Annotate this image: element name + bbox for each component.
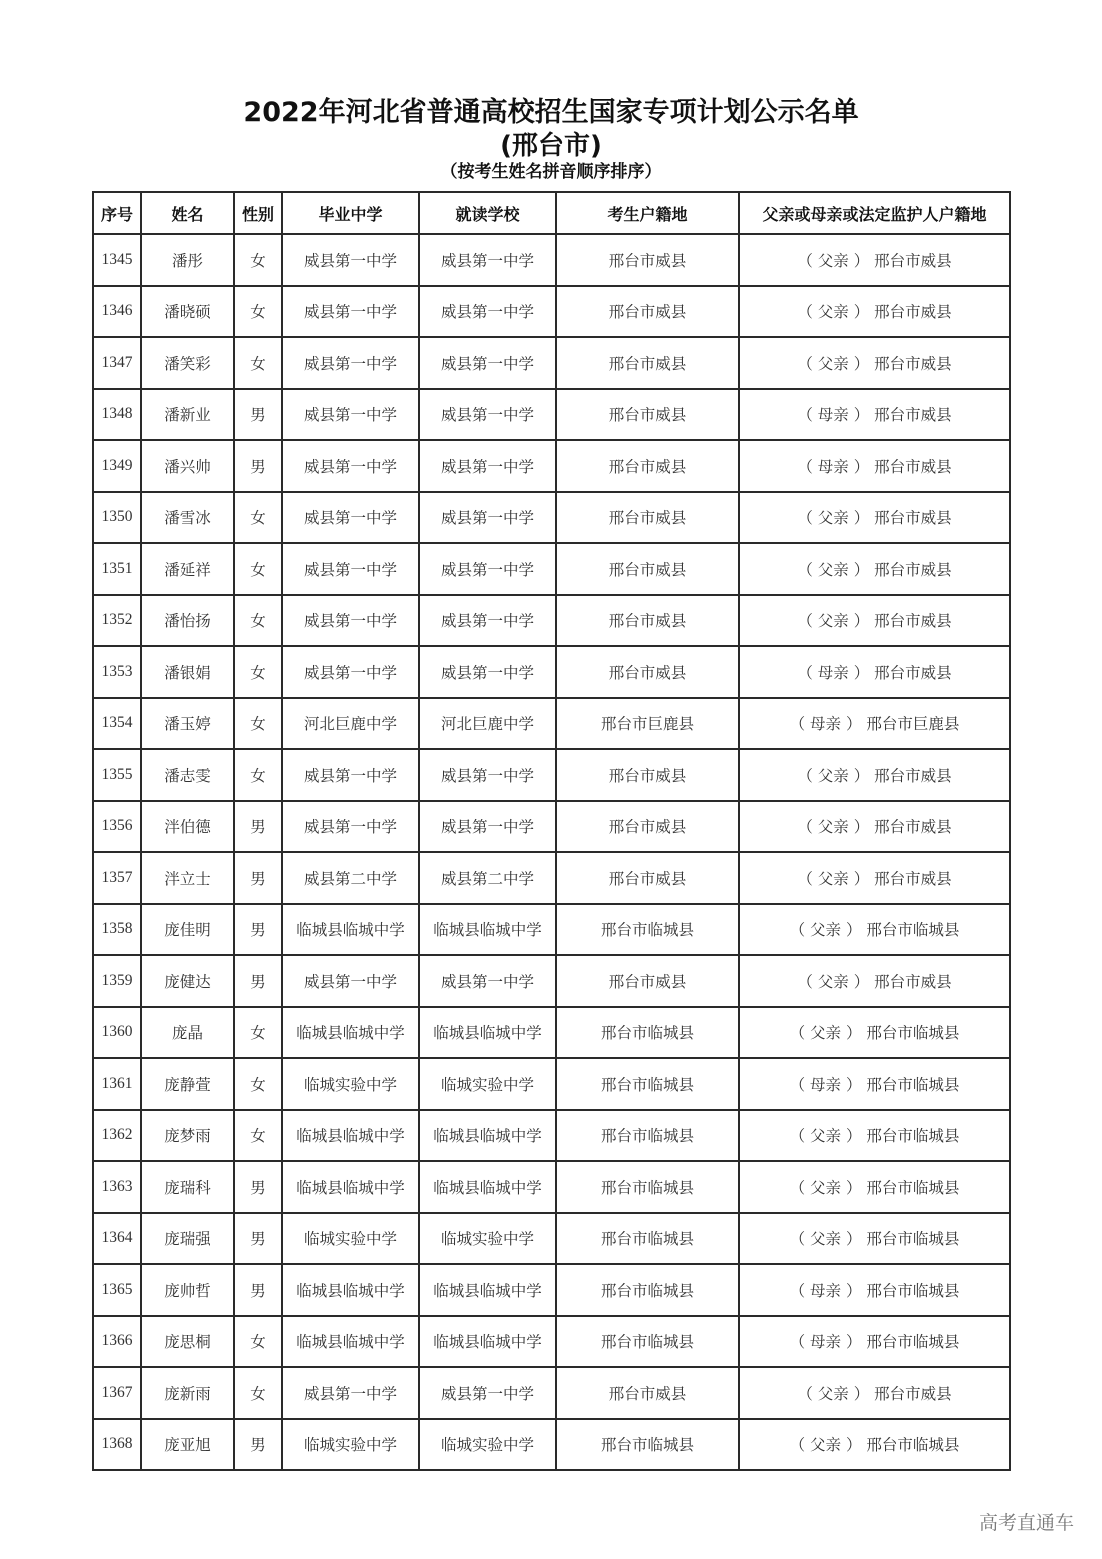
cell-index: 1360 (93, 1007, 141, 1059)
document-city: (邢台市) (500, 131, 602, 161)
cell-index: 1357 (93, 852, 141, 904)
cell-gender: 女 (234, 698, 282, 750)
cell-household-registration: 邢台市临城县 (556, 1213, 739, 1265)
cell-name: 庞佳明 (141, 904, 234, 956)
cell-current-school: 威县第一中学 (419, 646, 556, 698)
cell-current-school: 威县第一中学 (419, 440, 556, 492)
table-row (93, 286, 1010, 338)
cell-household-registration: 邢台市威县 (556, 595, 739, 647)
cell-guardian-registration: （ 父亲 ） 邢台市威县 (739, 234, 1010, 286)
cell-current-school: 威县第一中学 (419, 389, 556, 441)
cell-guardian-registration: （ 父亲 ） 邢台市临城县 (739, 904, 1010, 956)
header-household-registration: 考生户籍地 (556, 192, 739, 234)
cell-guardian-registration: （ 父亲 ） 邢台市威县 (739, 595, 1010, 647)
cell-gender: 女 (234, 749, 282, 801)
table-row (93, 852, 1010, 904)
cell-current-school: 临城实验中学 (419, 1058, 556, 1110)
cell-current-school: 临城县临城中学 (419, 1007, 556, 1059)
cell-index: 1368 (93, 1419, 141, 1471)
cell-index: 1349 (93, 440, 141, 492)
cell-current-school: 临城实验中学 (419, 1213, 556, 1265)
cell-gender: 女 (234, 543, 282, 595)
document-title: 2022年河北省普通高校招生国家专项计划公示名单 (243, 97, 859, 128)
cell-guardian-registration: （ 父亲 ） 邢台市威县 (739, 286, 1010, 338)
cell-gender: 女 (234, 1058, 282, 1110)
table-row (93, 492, 1010, 544)
cell-index: 1352 (93, 595, 141, 647)
sort-note: （按考生姓名拼音顺序排序） (440, 162, 662, 182)
cell-guardian-registration: （ 父亲 ） 邢台市威县 (739, 543, 1010, 595)
cell-name: 潘新业 (141, 389, 234, 441)
cell-current-school: 威县第一中学 (419, 955, 556, 1007)
cell-gender: 女 (234, 234, 282, 286)
header-index: 序号 (93, 192, 141, 234)
cell-graduated-school: 临城县临城中学 (282, 1110, 419, 1162)
cell-graduated-school: 威县第一中学 (282, 286, 419, 338)
header-graduated-school: 毕业中学 (282, 192, 419, 234)
cell-index: 1345 (93, 234, 141, 286)
cell-index: 1353 (93, 646, 141, 698)
cell-index: 1347 (93, 337, 141, 389)
cell-name: 潘雪冰 (141, 492, 234, 544)
cell-gender: 男 (234, 1419, 282, 1471)
cell-household-registration: 邢台市临城县 (556, 1419, 739, 1471)
cell-name: 庞亚旭 (141, 1419, 234, 1471)
cell-graduated-school: 河北巨鹿中学 (282, 698, 419, 750)
cell-guardian-registration: （ 父亲 ） 邢台市临城县 (739, 1110, 1010, 1162)
table-row (93, 749, 1010, 801)
header-current-school: 就读学校 (419, 192, 556, 234)
cell-household-registration: 邢台市临城县 (556, 1058, 739, 1110)
cell-current-school: 威县第一中学 (419, 234, 556, 286)
cell-gender: 男 (234, 904, 282, 956)
table-row (93, 1367, 1010, 1419)
cell-household-registration: 邢台市威县 (556, 1367, 739, 1419)
cell-current-school: 威县第一中学 (419, 337, 556, 389)
cell-guardian-registration: （ 父亲 ） 邢台市威县 (739, 955, 1010, 1007)
table-row (93, 1316, 1010, 1368)
cell-index: 1363 (93, 1161, 141, 1213)
cell-household-registration: 邢台市临城县 (556, 1161, 739, 1213)
table-row (93, 543, 1010, 595)
watermark: 高考直通车 (978, 1512, 1074, 1534)
cell-current-school: 河北巨鹿中学 (419, 698, 556, 750)
cell-gender: 女 (234, 286, 282, 338)
cell-guardian-registration: （ 父亲 ） 邢台市威县 (739, 801, 1010, 853)
cell-graduated-school: 威县第一中学 (282, 595, 419, 647)
cell-gender: 男 (234, 389, 282, 441)
cell-gender: 男 (234, 1264, 282, 1316)
cell-name: 庞瑞强 (141, 1213, 234, 1265)
cell-current-school: 临城县临城中学 (419, 904, 556, 956)
cell-gender: 女 (234, 595, 282, 647)
header-gender: 性别 (234, 192, 282, 234)
cell-index: 1359 (93, 955, 141, 1007)
cell-graduated-school: 临城实验中学 (282, 1419, 419, 1471)
table-row (93, 337, 1010, 389)
table-row (93, 1264, 1010, 1316)
cell-name: 庞帅哲 (141, 1264, 234, 1316)
cell-index: 1366 (93, 1316, 141, 1368)
cell-guardian-registration: （ 父亲 ） 邢台市威县 (739, 852, 1010, 904)
cell-graduated-school: 威县第一中学 (282, 543, 419, 595)
cell-guardian-registration: （ 父亲 ） 邢台市威县 (739, 492, 1010, 544)
cell-current-school: 威县第一中学 (419, 543, 556, 595)
cell-name: 潘彤 (141, 234, 234, 286)
cell-gender: 女 (234, 492, 282, 544)
cell-gender: 女 (234, 1007, 282, 1059)
cell-gender: 男 (234, 801, 282, 853)
cell-guardian-registration: （ 母亲 ） 邢台市威县 (739, 389, 1010, 441)
table-row (93, 904, 1010, 956)
cell-household-registration: 邢台市临城县 (556, 1007, 739, 1059)
cell-graduated-school: 威县第一中学 (282, 646, 419, 698)
cell-name: 庞思桐 (141, 1316, 234, 1368)
cell-guardian-registration: （ 母亲 ） 邢台市临城县 (739, 1316, 1010, 1368)
cell-index: 1365 (93, 1264, 141, 1316)
header-name: 姓名 (141, 192, 234, 234)
cell-household-registration: 邢台市威县 (556, 234, 739, 286)
cell-graduated-school: 威县第一中学 (282, 955, 419, 1007)
cell-graduated-school: 临城实验中学 (282, 1213, 419, 1265)
cell-gender: 女 (234, 337, 282, 389)
cell-gender: 女 (234, 1110, 282, 1162)
cell-index: 1358 (93, 904, 141, 956)
table-row (93, 698, 1010, 750)
cell-household-registration: 邢台市威县 (556, 337, 739, 389)
cell-graduated-school: 威县第一中学 (282, 337, 419, 389)
cell-household-registration: 邢台市临城县 (556, 1316, 739, 1368)
cell-graduated-school: 威县第一中学 (282, 389, 419, 441)
cell-graduated-school: 威县第一中学 (282, 234, 419, 286)
cell-current-school: 威县第一中学 (419, 801, 556, 853)
cell-name: 潘怡扬 (141, 595, 234, 647)
cell-household-registration: 邢台市威县 (556, 955, 739, 1007)
cell-graduated-school: 临城县临城中学 (282, 1264, 419, 1316)
cell-guardian-registration: （ 父亲 ） 邢台市威县 (739, 749, 1010, 801)
cell-graduated-school: 威县第一中学 (282, 492, 419, 544)
table-row (93, 1419, 1010, 1471)
cell-name: 庞静萱 (141, 1058, 234, 1110)
cell-name: 潘晓硕 (141, 286, 234, 338)
cell-household-registration: 邢台市临城县 (556, 904, 739, 956)
cell-gender: 女 (234, 1367, 282, 1419)
cell-index: 1350 (93, 492, 141, 544)
cell-current-school: 临城县临城中学 (419, 1264, 556, 1316)
cell-current-school: 威县第二中学 (419, 852, 556, 904)
cell-current-school: 威县第一中学 (419, 595, 556, 647)
cell-current-school: 威县第一中学 (419, 492, 556, 544)
cell-graduated-school: 临城县临城中学 (282, 1007, 419, 1059)
table-row (93, 1058, 1010, 1110)
cell-index: 1346 (93, 286, 141, 338)
cell-name: 庞健达 (141, 955, 234, 1007)
cell-household-registration: 邢台市威县 (556, 852, 739, 904)
cell-name: 泮伯德 (141, 801, 234, 853)
cell-household-registration: 邢台市威县 (556, 801, 739, 853)
cell-name: 庞新雨 (141, 1367, 234, 1419)
table-row (93, 595, 1010, 647)
table-row (93, 1007, 1010, 1059)
cell-current-school: 临城县临城中学 (419, 1316, 556, 1368)
cell-household-registration: 邢台市威县 (556, 440, 739, 492)
cell-current-school: 威县第一中学 (419, 749, 556, 801)
cell-guardian-registration: （ 父亲 ） 邢台市威县 (739, 337, 1010, 389)
cell-name: 庞梦雨 (141, 1110, 234, 1162)
cell-name: 潘志雯 (141, 749, 234, 801)
cell-graduated-school: 威县第一中学 (282, 749, 419, 801)
table-row (93, 440, 1010, 492)
cell-gender: 女 (234, 646, 282, 698)
cell-household-registration: 邢台市威县 (556, 286, 739, 338)
cell-index: 1362 (93, 1110, 141, 1162)
cell-index: 1356 (93, 801, 141, 853)
cell-graduated-school: 威县第一中学 (282, 440, 419, 492)
table-row (93, 234, 1010, 286)
cell-household-registration: 邢台市临城县 (556, 1264, 739, 1316)
cell-guardian-registration: （ 母亲 ） 邢台市威县 (739, 440, 1010, 492)
cell-guardian-registration: （ 母亲 ） 邢台市临城县 (739, 1058, 1010, 1110)
cell-current-school: 临城县临城中学 (419, 1161, 556, 1213)
cell-name: 庞瑞科 (141, 1161, 234, 1213)
cell-guardian-registration: （ 母亲 ） 邢台市临城县 (739, 1264, 1010, 1316)
cell-index: 1351 (93, 543, 141, 595)
cell-household-registration: 邢台市威县 (556, 389, 739, 441)
cell-gender: 男 (234, 1213, 282, 1265)
cell-current-school: 临城实验中学 (419, 1419, 556, 1471)
cell-guardian-registration: （ 母亲 ） 邢台市威县 (739, 646, 1010, 698)
table-row (93, 801, 1010, 853)
cell-current-school: 临城县临城中学 (419, 1110, 556, 1162)
cell-household-registration: 邢台市威县 (556, 492, 739, 544)
cell-guardian-registration: （ 母亲 ） 邢台市巨鹿县 (739, 698, 1010, 750)
cell-index: 1367 (93, 1367, 141, 1419)
cell-name: 泮立士 (141, 852, 234, 904)
cell-name: 潘玉婷 (141, 698, 234, 750)
header-guardian-registration: 父亲或母亲或法定监护人户籍地 (739, 192, 1010, 234)
cell-index: 1364 (93, 1213, 141, 1265)
cell-name: 潘笑彩 (141, 337, 234, 389)
cell-graduated-school: 临城实验中学 (282, 1058, 419, 1110)
cell-graduated-school: 威县第一中学 (282, 801, 419, 853)
cell-household-registration: 邢台市巨鹿县 (556, 698, 739, 750)
cell-household-registration: 邢台市临城县 (556, 1110, 739, 1162)
cell-gender: 男 (234, 955, 282, 1007)
cell-guardian-registration: （ 父亲 ） 邢台市临城县 (739, 1161, 1010, 1213)
cell-index: 1354 (93, 698, 141, 750)
cell-graduated-school: 临城县临城中学 (282, 1316, 419, 1368)
table-row (93, 646, 1010, 698)
cell-graduated-school: 临城县临城中学 (282, 1161, 419, 1213)
cell-name: 潘延祥 (141, 543, 234, 595)
cell-guardian-registration: （ 父亲 ） 邢台市临城县 (739, 1213, 1010, 1265)
roster-table (92, 191, 1011, 1471)
table-row (93, 1110, 1010, 1162)
cell-gender: 女 (234, 1316, 282, 1368)
cell-gender: 男 (234, 1161, 282, 1213)
table-row (93, 955, 1010, 1007)
cell-index: 1348 (93, 389, 141, 441)
cell-guardian-registration: （ 父亲 ） 邢台市威县 (739, 1367, 1010, 1419)
cell-graduated-school: 威县第一中学 (282, 1367, 419, 1419)
cell-name: 潘兴帅 (141, 440, 234, 492)
cell-household-registration: 邢台市威县 (556, 749, 739, 801)
cell-guardian-registration: （ 父亲 ） 邢台市临城县 (739, 1007, 1010, 1059)
cell-gender: 男 (234, 440, 282, 492)
table-row (93, 1161, 1010, 1213)
cell-current-school: 威县第一中学 (419, 1367, 556, 1419)
cell-index: 1355 (93, 749, 141, 801)
cell-name: 潘银娟 (141, 646, 234, 698)
cell-index: 1361 (93, 1058, 141, 1110)
table-row (93, 1213, 1010, 1265)
cell-household-registration: 邢台市威县 (556, 646, 739, 698)
table-row (93, 389, 1010, 441)
cell-name: 庞晶 (141, 1007, 234, 1059)
cell-guardian-registration: （ 父亲 ） 邢台市临城县 (739, 1419, 1010, 1471)
cell-graduated-school: 威县第二中学 (282, 852, 419, 904)
cell-gender: 男 (234, 852, 282, 904)
cell-graduated-school: 临城县临城中学 (282, 904, 419, 956)
cell-household-registration: 邢台市威县 (556, 543, 739, 595)
cell-current-school: 威县第一中学 (419, 286, 556, 338)
table-header-row (93, 192, 1010, 234)
